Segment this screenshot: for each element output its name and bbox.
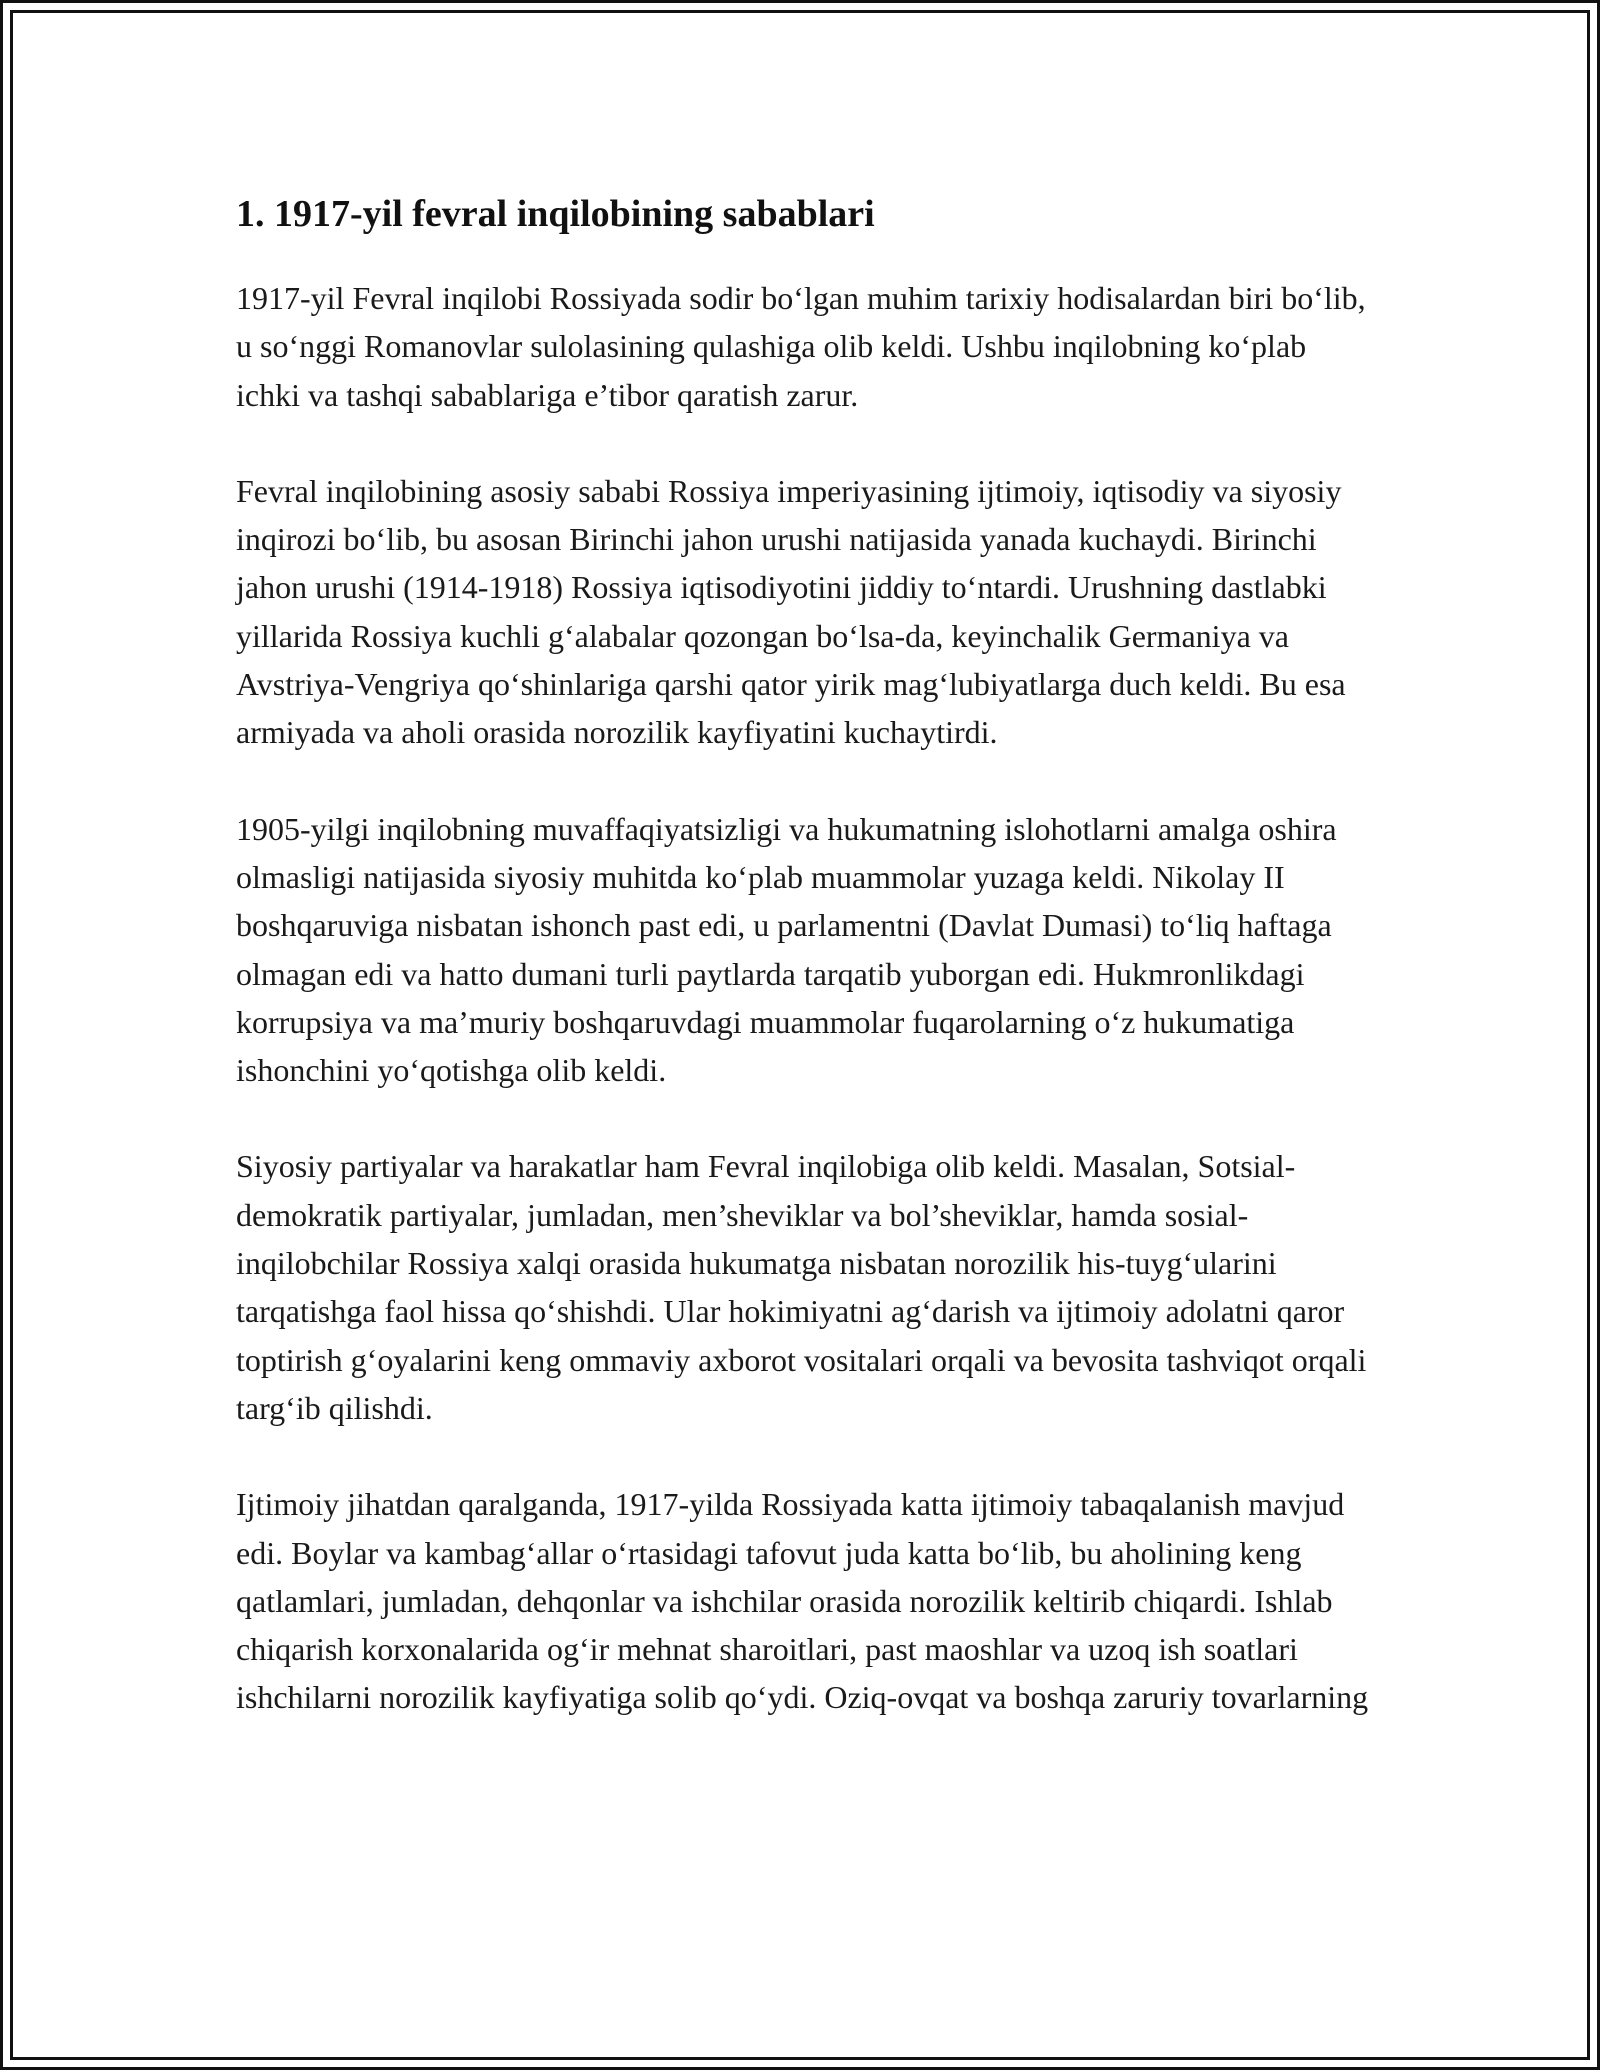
paragraph-social-stratification: Ijtimoiy jihatdan qaralganda, 1917-yilda Rossiyada katta ijtimoiy tabaqalanish mavjud edi. Boylar va kambag‘allar o‘rtasidagi tafovut juda katta bo‘lib, bu aholining keng qatlamlari, jumladan, dehqonlar va ishchilar orasida norozilik keltirib chiqardi. Ishlab chiqarish korxonalarida og‘ir mehnat sharoitlari, past maoshlar va uzoq ish soatlari ishchilarni norozilik kayfiyatiga solib qo‘ydi. Oziq-ovqat va boshqa zaruriy tovarlarning [236, 1486, 1369, 1716]
document-body [236, 186, 1376, 1770]
section-heading: 1. 1917-yil fevral inqilobining sabablari [236, 193, 875, 235]
paragraph-political-parties: Siyosiy partiyalar va harakatlar ham Fevral inqilobiga olib keldi. Masalan, Sotsial-demokratik partiyalar, jumladan, men’sheviklar va bol’sheviklar, hamda sosial-inqilobchilar Rossiya xalqi orasida hukumatga nisbatan norozilik his-tuyg‘ularini tarqatishga faol hissa qo‘shishdi. Ular hokimiyatni ag‘darish va ijtimoiy adolatni qaror toptirish g‘oyalarini keng ommaviy axborot vositalari orqali va bevosita tashviqot orqali targ‘ib qilishdi. [236, 1148, 1367, 1426]
paragraph-crisis-causes: Fevral inqilobining asosiy sababi Rossiya imperiyasining ijtimoiy, iqtisodiy va siyosiy inqirozi bo‘lib, bu asosan Birinchi jahon urushi natijasida yanada kuchaydi. Birinchi jahon urushi (1914-1918) Rossiya iqtisodiyotini jiddiy to‘ntardi. Urushning dastlabki yillarida Rossiya kuchli g‘alabalar qozongan bo‘lsa-da, keyinchalik Germaniya va Avstriya-Vengriya qo‘shinlariga qarshi qator yirik mag‘lubiyatlarga duch keldi. Bu esa armiyada va aholi orasida norozilik kayfiyatini kuchaytirdi. [236, 472, 1346, 751]
paragraph-intro: 1917-yil Fevral inqilobi Rossiyada sodir bo‘lgan muhim tarixiy hodisalardan biri bo‘lib, u so‘nggi Romanovlar sulolasining qulashiga olib keldi. Ushbu inqilobning ko‘plab ichki va tashqi sabablariga e’tibor qaratish zarur. [236, 280, 1366, 413]
paragraph-political-situation: 1905-yilgi inqilobning muvaffaqiyatsizligi va hukumatning islohotlarni amalga oshira olmasligi natijasida siyosiy muhitda ko‘plab muammolar yuzaga keldi. Nikolay II boshqaruviga nisbatan ishonch past edi, u parlamentni (Davlat Dumasi) to‘liq haftaga olmagan edi va hatto dumani turli paytlarda tarqatib yuborgan edi. Hukmronlikdagi korrupsiya va ma’muriy boshqaruvdagi muammolar fuqarolarning o‘z hukumatiga ishonchini yo‘qotishga olib keldi. [236, 810, 1337, 1089]
